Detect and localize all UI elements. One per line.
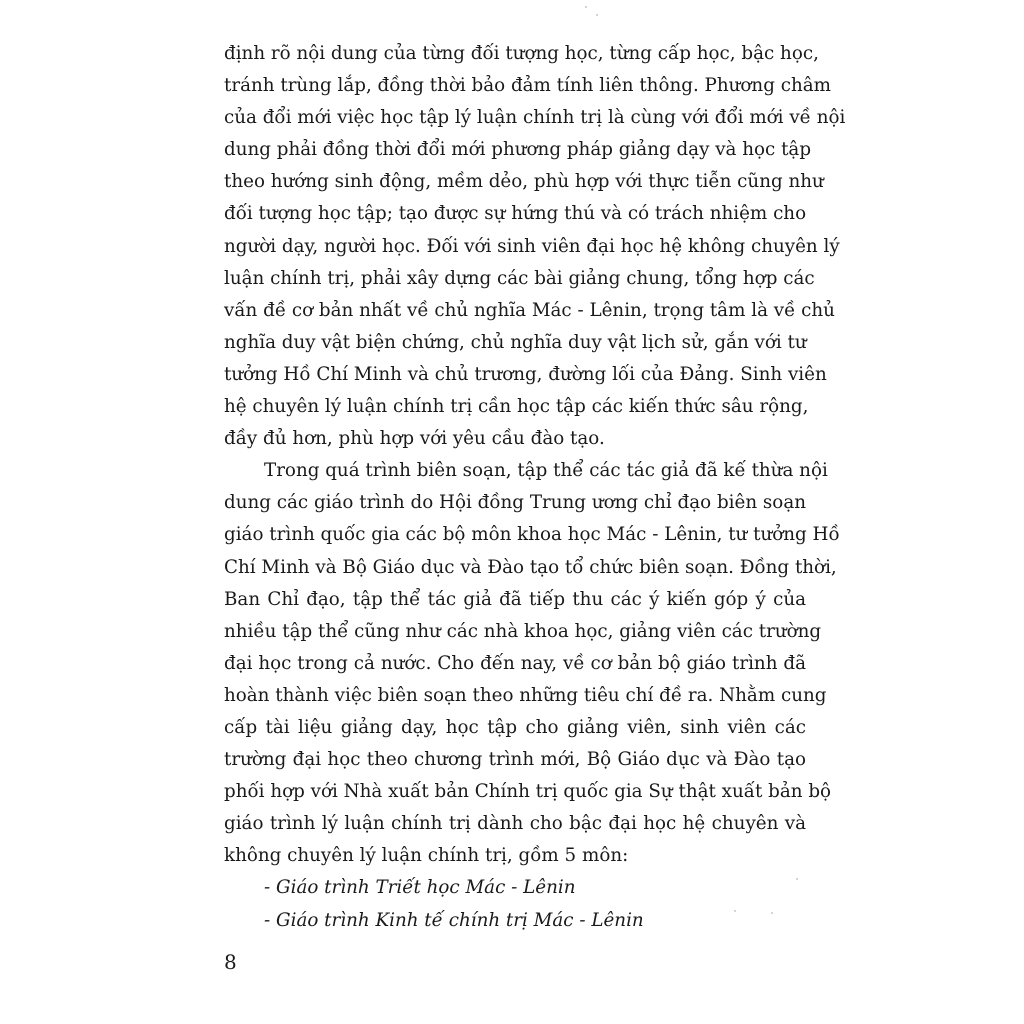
text-line: đại học trong cả nước. Cho đến nay, về cơ bản bộ giáo trình đã bbox=[224, 652, 806, 674]
list-item: - Giáo trình Kinh tế chính trị Mác - Lênin bbox=[264, 909, 644, 931]
scan-speck bbox=[796, 878, 798, 880]
page-number: 8 bbox=[224, 950, 237, 974]
list-item: - Giáo trình Triết học Mác - Lênin bbox=[264, 877, 576, 899]
text-line: phối hợp với Nhà xuất bản Chính trị quốc gia Sự thật xuất bản bộ bbox=[224, 781, 832, 803]
text-line: dung phải đồng thời đổi mới phương pháp giảng dạy và học tập bbox=[224, 139, 812, 161]
text-line: hoàn thành việc biên soạn theo những tiêu chí đề ra. Nhằm cung bbox=[224, 684, 827, 706]
course-list bbox=[224, 872, 806, 936]
text-line: theo hướng sinh động, mềm dẻo, phù hợp với thực tiễn cũng như bbox=[224, 171, 824, 193]
text-line: vấn đề cơ bản nhất về chủ nghĩa Mác - Lênin, trọng tâm là về chủ bbox=[224, 299, 835, 321]
text-line: trường đại học theo chương trình mới, Bộ Giáo dục và Đào tạo bbox=[224, 749, 806, 771]
text-line: không chuyên lý luận chính trị, gồm 5 môn: bbox=[224, 845, 629, 867]
text-line: luận chính trị, phải xây dựng các bài giảng chung, tổng hợp các bbox=[224, 267, 815, 289]
text-line: đầy đủ hơn, phù hợp với yêu cầu đào tạo. bbox=[224, 428, 605, 450]
text-line: Chí Minh và Bộ Giáo dục và Đào tạo tổ chức biên soạn. Đồng thời, bbox=[224, 556, 837, 578]
scan-speck bbox=[771, 912, 773, 914]
text-line: định rõ nội dung của từng đối tượng học, từng cấp học, bậc học, bbox=[224, 43, 819, 64]
paragraph-1 bbox=[224, 38, 846, 455]
text-line: Trong quá trình biên soạn, tập thể các tác giả đã kế thừa nội bbox=[264, 460, 828, 482]
text-line: cấp tài liệu giảng dạy, học tập cho giảng viên, sinh viên các bbox=[224, 716, 806, 738]
scan-speck bbox=[596, 14, 598, 16]
scan-speck bbox=[585, 6, 587, 8]
text-line: giáo trình quốc gia các bộ môn khoa học Mác - Lênin, tư tưởng Hồ bbox=[224, 524, 840, 546]
text-line: hệ chuyên lý luận chính trị cần học tập các kiến thức sâu rộng, bbox=[224, 396, 809, 418]
body-text bbox=[224, 38, 846, 937]
text-line: tưởng Hồ Chí Minh và chủ trương, đường lối của Đảng. Sinh viên bbox=[224, 363, 827, 385]
text-line: giáo trình lý luận chính trị dành cho bậc đại học hệ chuyên và bbox=[224, 813, 806, 835]
text-line: Ban Chỉ đạo, tập thể tác giả đã tiếp thu các ý kiến góp ý của bbox=[224, 588, 806, 610]
paragraph-2 bbox=[224, 455, 840, 872]
text-line: tránh trùng lắp, đồng thời bảo đảm tính liên thông. Phương châm bbox=[224, 75, 831, 97]
text-line: nhiều tập thể cũng như các nhà khoa học, giảng viên các trường bbox=[224, 620, 822, 642]
text-line: dung các giáo trình do Hội đồng Trung ương chỉ đạo biên soạn bbox=[224, 492, 806, 514]
text-line: của đổi mới việc học tập lý luận chính trị là cùng với đổi mới về nội bbox=[224, 107, 846, 129]
text-line: người dạy, người học. Đối với sinh viên đại học hệ không chuyên lý bbox=[224, 235, 840, 257]
text-line: nghĩa duy vật biện chứng, chủ nghĩa duy vật lịch sử, gắn với tư bbox=[224, 331, 807, 353]
scan-speck bbox=[734, 910, 736, 912]
text-line: đối tượng học tập; tạo được sự hứng thú và có trách nhiệm cho bbox=[224, 203, 807, 225]
